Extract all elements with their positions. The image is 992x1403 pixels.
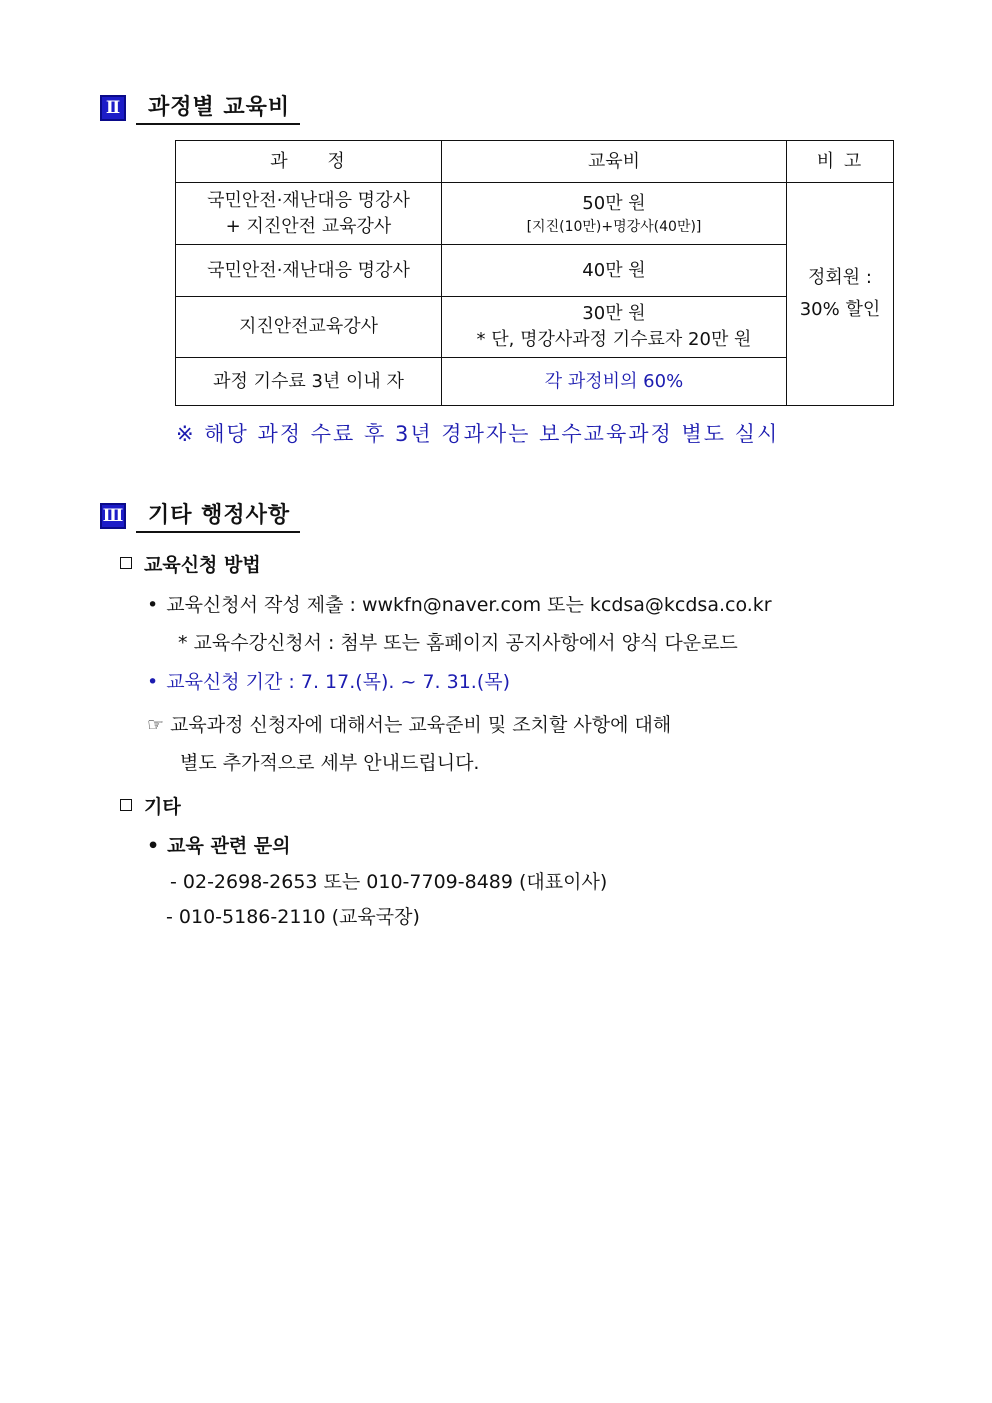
apply-bullet-1-sub: * 교육수강신청서 : 첨부 또는 홈페이지 공지사항에서 양식 다운로드: [178, 632, 738, 654]
section-3-badge: Ⅲ: [100, 503, 126, 529]
notice-text-1: 교육과정 신청자에 대해서는 교육준비 및 조치할 사항에 대해: [170, 714, 672, 736]
table-row: [176, 358, 894, 406]
course-line: + 지진안전 교육강사: [225, 215, 392, 237]
header-remark: 비 고: [787, 141, 894, 183]
header-course: 과 정: [176, 141, 442, 183]
bullet-dot-icon: •: [147, 835, 160, 857]
apply-bullet-2: [147, 667, 510, 694]
fee-note: * 단, 명강사과정 기수료자 20만 원: [476, 329, 752, 350]
header-fee: 교육비: [442, 141, 787, 183]
fee-cell: 40만 원: [442, 245, 787, 297]
etc-bullet-text: 교육 관련 문의: [167, 835, 291, 857]
fee-cell: [442, 183, 787, 245]
course-cell: 과정 기수료 3년 이내 자: [176, 358, 442, 406]
course-cell: [176, 183, 442, 245]
course-cell: 지진안전교육강사: [176, 297, 442, 358]
square-bullet-icon: [120, 557, 132, 569]
fee-amount: 30만 원: [582, 303, 646, 324]
etc-bullet: [147, 831, 291, 858]
fee-table: [175, 140, 894, 406]
contact-line-1: - 02-2698-2653 또는 010-7709-8489 (대표이사): [170, 871, 608, 893]
section-2-title: 과정별 교육비: [136, 90, 300, 125]
table-row: [176, 297, 894, 358]
remark-line: 정회원 :: [808, 267, 872, 288]
fee-cell: 각 과정비의 60%: [442, 358, 787, 406]
bullet-dot-icon: •: [147, 671, 159, 693]
table-row: [176, 183, 894, 245]
pointing-hand-icon: ☞: [147, 714, 165, 736]
apply-heading-text: 교육신청 방법: [144, 554, 261, 576]
remark-line: 30% 할인: [799, 299, 881, 320]
etc-heading-text: 기타: [144, 796, 181, 818]
apply-bullet-1: [147, 590, 772, 617]
fee-cell: [442, 297, 787, 358]
contact-line-2: - 010-5186-2110 (교육국장): [166, 906, 420, 928]
notice-line-1: [147, 710, 671, 737]
section-2-header: [100, 90, 300, 125]
table-row: [176, 245, 894, 297]
notice-line-2: 별도 추가적으로 세부 안내드립니다.: [180, 752, 480, 774]
section-3-title: 기타 행정사항: [136, 498, 300, 533]
table-note: ※ 해당 과정 수료 후 3년 경과자는 보수교육과정 별도 실시: [176, 422, 780, 446]
remark-cell: [787, 183, 894, 406]
course-line: 국민안전·재난대응 명강사: [207, 189, 410, 211]
section-3-header: [100, 498, 300, 533]
square-bullet-icon: [120, 799, 132, 811]
apply-heading: [120, 550, 261, 577]
section-2-badge: Ⅱ: [100, 95, 126, 121]
fee-breakdown: [지진(10만)+명강사(40만)]: [526, 218, 702, 235]
table-header-row: [176, 141, 894, 183]
apply-bullet-1-text: 교육신청서 작성 제출 : wwkfn@naver.com 또는 kcdsa@kcdsa.co.kr: [166, 594, 772, 616]
etc-heading: [120, 792, 181, 819]
apply-period-text: 교육신청 기간 : 7. 17.(목). ~ 7. 31.(목): [166, 671, 511, 693]
fee-amount: 50만 원: [582, 192, 646, 214]
bullet-dot-icon: •: [147, 594, 159, 616]
course-cell: 국민안전·재난대응 명강사: [176, 245, 442, 297]
